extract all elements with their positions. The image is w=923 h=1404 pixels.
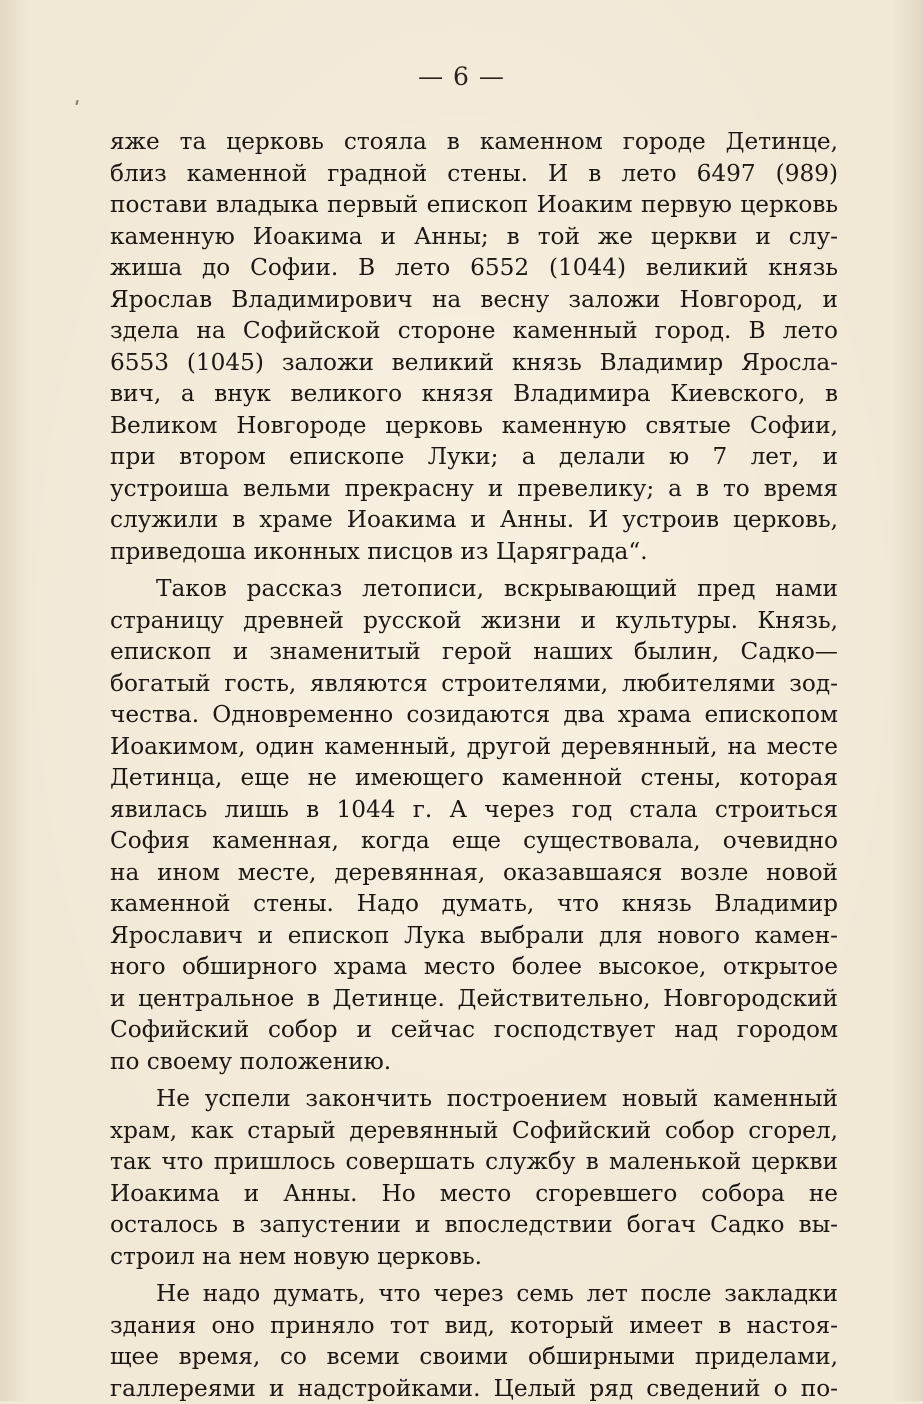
text-line: явилась лишь в 1044 г. А через год стала строиться <box>110 794 838 826</box>
text-line: Иоакима и Анны. Но место сгоревшего собора не <box>110 1178 838 1210</box>
text-line: и центральное в Детинце. Действительно, Новгородский <box>110 983 838 1015</box>
text-line: Детинца, еще не имеющего каменной стены, которая <box>110 762 838 794</box>
text-line: Ярослав Владимирович на весну заложи Новгород, и <box>110 284 838 316</box>
text-line: щее время, со всеми своими обширными приделами, <box>110 1341 838 1373</box>
text-line: епископ и знаменитый герой наших былин, Садко— <box>110 636 838 668</box>
text-line: на ином месте, деревянная, оказавшаяся возле новой <box>110 857 838 889</box>
page-number: — 6 — <box>0 62 923 91</box>
text-line: строил на нем новую церковь. <box>110 1241 838 1273</box>
text-line: здания оно приняло тот вид, который имеет в настоя- <box>110 1310 838 1342</box>
text-line: служили в храме Иоакима и Анны. И устроив церковь, <box>110 504 838 536</box>
body-text <box>110 126 838 1404</box>
text-line: устроиша вельми прекрасну и превелику; а в то время <box>110 473 838 505</box>
text-line: осталось в запустении и впоследствии богач Садко вы- <box>110 1209 838 1241</box>
text-line: храм, как старый деревянный Софийский собор сгорел, <box>110 1115 838 1147</box>
text-line: страницу древней русской жизни и культуры. Князь, <box>110 605 838 637</box>
text-line: вич, а внук великого князя Владимира Киевского, в <box>110 378 838 410</box>
text-line: постави владыка первый епископ Иоаким первую церковь <box>110 189 838 221</box>
text-line: Не надо думать, что через семь лет после закладки <box>110 1278 838 1310</box>
text-line: Софийский собор и сейчас господствует над городом <box>110 1014 838 1046</box>
text-line: галлереями и надстройками. Целый ряд сведений о по- <box>110 1373 838 1404</box>
page-speck <box>75 100 78 105</box>
text-line: жиша до Софии. В лето 6552 (1044) великий князь <box>110 252 838 284</box>
text-line: Иоакимом, один каменный, другой деревянный, на месте <box>110 731 838 763</box>
text-line: чества. Одновременно созидаются два храма епископом <box>110 699 838 731</box>
text-line: яже та церковь стояла в каменном городе Детинце, <box>110 126 838 158</box>
text-line: ного обширного храма место более высокое, открытое <box>110 951 838 983</box>
text-line: при втором епископе Луки; а делали ю 7 лет, и <box>110 441 838 473</box>
text-line: здела на Софийской стороне каменный город. В лето <box>110 315 838 347</box>
text-line: так что пришлось совершать службу в маленькой церкви <box>110 1146 838 1178</box>
text-line: Великом Новгороде церковь каменную святые Софии, <box>110 410 838 442</box>
text-line: близ каменной градной стены. И в лето 6497 (989) <box>110 158 838 190</box>
text-line: София каменная, когда еще существовала, очевидно <box>110 825 838 857</box>
text-line: каменную Иоакима и Анны; в той же церкви и слу- <box>110 221 838 253</box>
text-line: 6553 (1045) заложи великий князь Владимир Яросла- <box>110 347 838 379</box>
text-line: богатый гость, являются строителями, любителями зод- <box>110 668 838 700</box>
text-line: Не успели закончить построением новый каменный <box>110 1083 838 1115</box>
text-line: по своему положению. <box>110 1046 838 1078</box>
text-line: Ярославич и епископ Лука выбрали для нового камен- <box>110 920 838 952</box>
text-line: Таков рассказ летописи, вскрывающий пред нами <box>110 573 838 605</box>
text-line: каменной стены. Надо думать, что князь Владимир <box>110 888 838 920</box>
text-line: приведоша иконных писцов из Царяграда“. <box>110 536 838 568</box>
